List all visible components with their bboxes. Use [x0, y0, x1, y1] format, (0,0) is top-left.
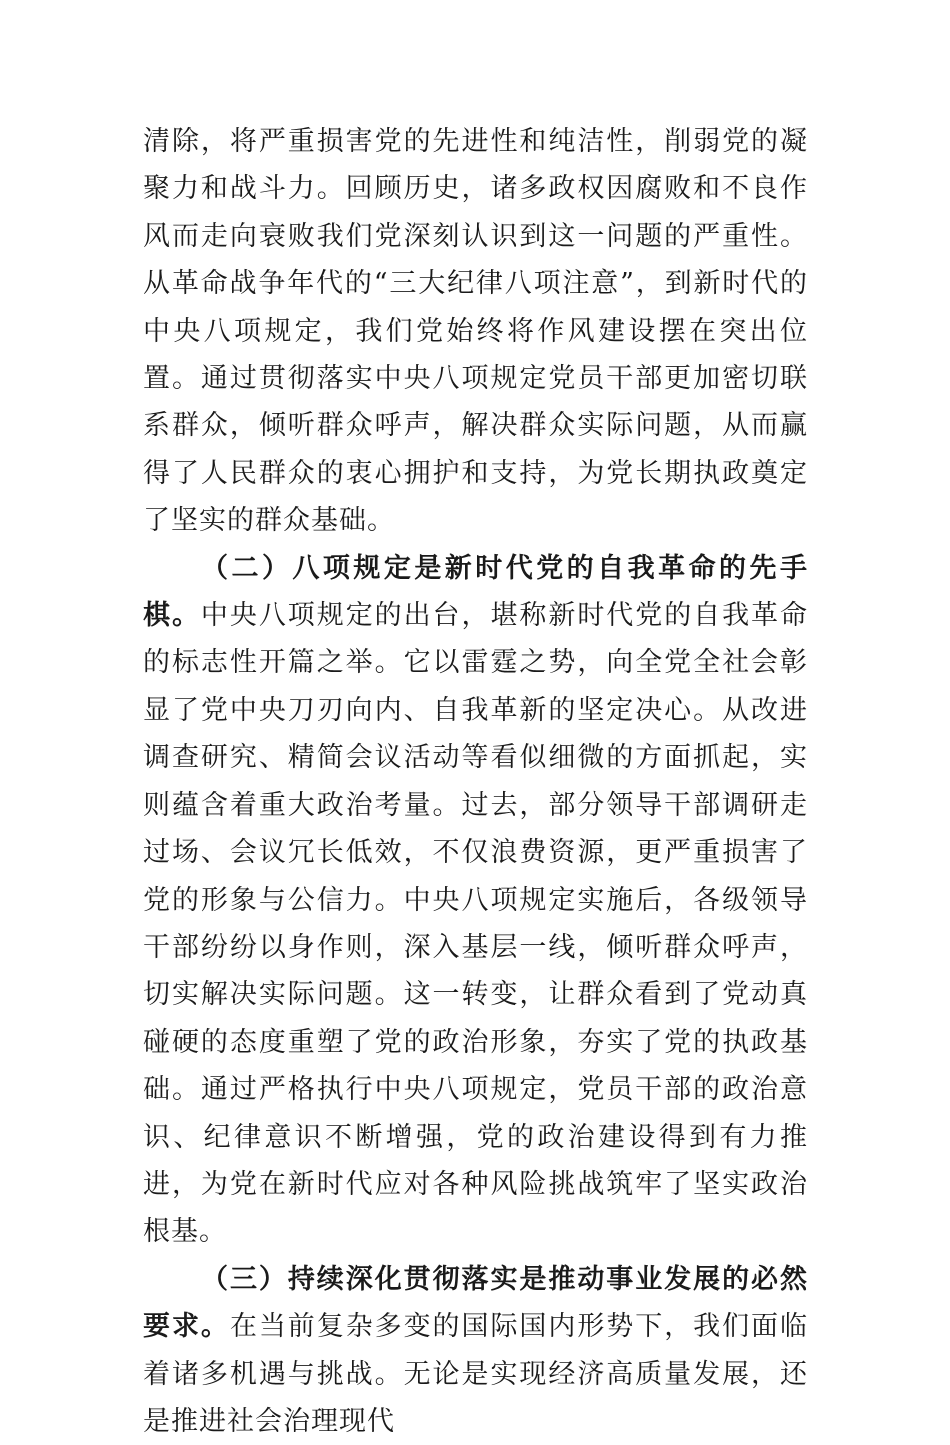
paragraph-3-text: 在当前复杂多变的国际国内形势下，我们面临着诸多机遇与挑战。无论是实现经济高质量发展，还是推进社会治理现代	[143, 1311, 809, 1437]
paragraph-1	[143, 118, 808, 545]
paragraph-3	[143, 1256, 808, 1445]
paragraph-2-text: 中央八项规定的出台，堪称新时代党的自我革命的标志性开篇之举。它以雷霆之势，向全党全社会彰显了党中央刀刃向内、自我革新的坚定决心。从改进调查研究、精简会议活动等看似细微的方面抓起，实则蕴含着重大政治考量。过去，部分领导干部调研走过场、会议冗长低效，不仅浪费资源，更严重损害了党的形象与公信力。中央八项规定实施后，各级领导干部纷纷以身作则，深入基层一线，倾听群众呼声，切实解决实际问题。这一转变，让群众看到了党动真碰硬的态度重塑了党的政治形象，夯实了党的执政基础。通过严格执行中央八项规定，党员干部的政治意识、纪律意识不断增强，党的政治建设得到有力推进，为党在新时代应对各种风险挑战筑牢了坚实政治根基。	[143, 600, 809, 1248]
section-3-heading: （三）持续深化贯彻落实是推动事业发展的必然要求。	[143, 1263, 808, 1343]
section-2-heading: （二）八项规定是新时代党的自我革命的先手棋。	[143, 552, 808, 632]
document-page	[143, 118, 808, 1445]
paragraph-1-text: 清除，将严重损害党的先进性和纯洁性，削弱党的凝聚力和战斗力。回顾历史，诸多政权因腐败和不良作风而走向衰败我们党深刻认识到这一问题的严重性。从革命战争年代的“三大纪律八项注意”，到新时代的中央八项规定，我们党始终将作风建设摆在突出位置。通过贯彻落实中央八项规定党员干部更加密切联系群众，倾听群众呼声，解决群众实际问题，从而赢得了人民群众的衷心拥护和支持，为党长期执政奠定了坚实的群众基础。	[143, 126, 808, 537]
paragraph-2	[143, 545, 808, 1256]
